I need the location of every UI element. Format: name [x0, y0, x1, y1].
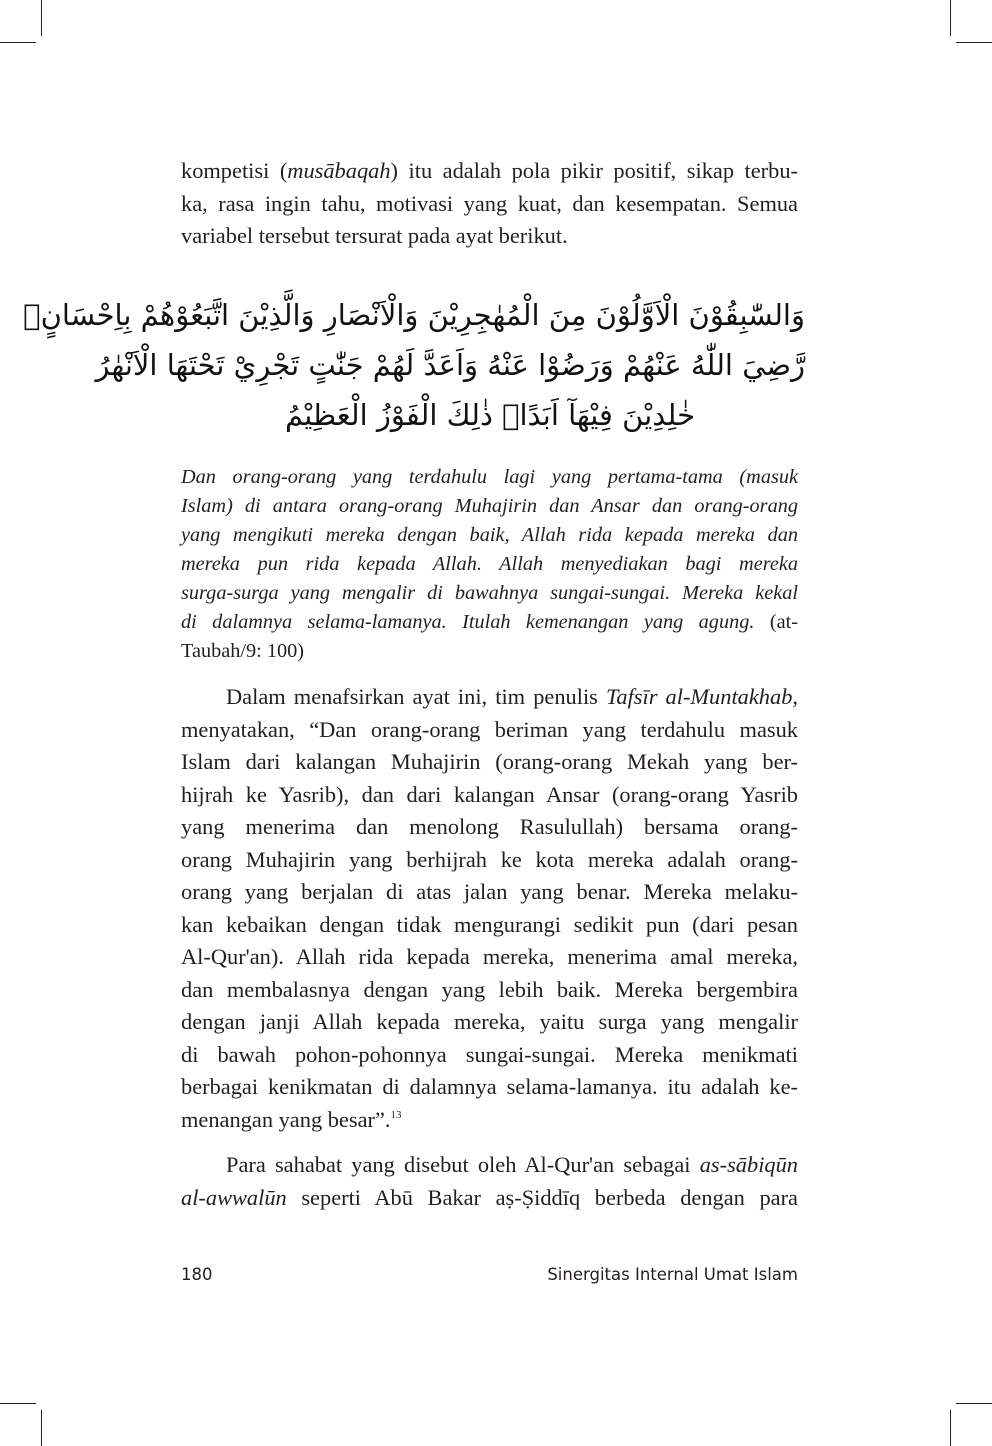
crop-mark	[956, 42, 992, 43]
text-line	[181, 1071, 798, 1104]
text-run: variabel tersebut tersurat pada ayat berikut.	[181, 223, 568, 248]
text-line	[181, 220, 798, 253]
sahabat-paragraph	[181, 1149, 798, 1214]
crop-mark	[41, 0, 42, 36]
text-line	[181, 1182, 798, 1215]
crop-mark	[0, 1403, 36, 1404]
tafsir-paragraph	[181, 681, 798, 1136]
translation-line: yang mengikuti mereka dengan baik, Allah rida kepada mereka dan	[181, 524, 798, 546]
footnote-ref: 13	[390, 1108, 402, 1121]
text-line	[181, 779, 798, 812]
page-number: 180	[181, 1265, 213, 1284]
text-run: menangan yang besar”.	[181, 1106, 391, 1132]
text-line	[181, 909, 798, 942]
italic-term: Tafsīr al-Muntakhab	[605, 684, 793, 709]
italic-term: as-sābiqūn	[699, 1152, 798, 1177]
translation-line	[181, 608, 798, 637]
text-line	[181, 1006, 798, 1039]
italic-term: al-awwalūn	[181, 1184, 287, 1210]
verse-line: رَّضِيَ اللّٰهُ عَنْهُمْ وَرَضُوْا عَنْهُ وَاَعَدَّ لَهُمْ جَنّٰتٍ تَجْرِيْ تَحْتَهَا الْاَنْهٰرُ	[95, 348, 805, 382]
text-line	[181, 876, 798, 909]
text-line	[181, 941, 798, 974]
translation-line: surga-surga yang mengalir di bawahnya sungai-sungai. Mereka kekal	[181, 582, 798, 604]
intro-paragraph	[181, 155, 798, 253]
text-line	[181, 188, 798, 221]
translation-text: di dalamnya selama-lamanya. Itulah kemenangan yang agung.	[181, 611, 755, 633]
text-run: hijrah ke Yasrib), dan dari kalangan Ansar (orang-orang Yasrib	[181, 781, 798, 807]
crop-mark	[0, 42, 36, 43]
text-run: orang yang berjalan di atas jalan yang benar. Mereka melaku-	[181, 879, 798, 904]
translation-line: mereka pun rida kepada Allah. Allah menyediakan bagi mereka	[181, 553, 798, 575]
text-run: ,	[792, 684, 799, 709]
verse-reference-open: (at-	[769, 611, 798, 633]
verse-line: وَالسّٰبِقُوْنَ الْاَوَّلُوْنَ مِنَ الْمُهٰجِرِيْنَ وَالْاَنْصَارِ وَالَّذِيْنَ اتَّبَعُوْهُمْ بِاِحْسَانٍۙ	[23, 298, 805, 332]
text-run: kan kebaikan dengan tidak mengurangi sedikit pun (dari pesan	[181, 911, 798, 937]
translation-line: Dan orang-orang yang terdahulu lagi yang pertama-tama (masuk	[181, 466, 798, 488]
text-line	[181, 811, 798, 844]
text-line	[181, 974, 798, 1007]
text-run: orang Muhajirin yang berhijrah ke kota mereka adalah orang-	[181, 846, 798, 872]
verse-line: خٰلِدِيْنَ فِيْهَآ اَبَدًاۗ ذٰلِكَ الْفَوْزُ الْعَظِيْمُ	[284, 398, 696, 432]
text-run: menyatakan, “Dan orang-orang beriman yang terdahulu masuk	[181, 716, 798, 742]
text-run: Al-Qur'an). Allah rida kepada mereka, menerima amal mereka,	[181, 944, 798, 969]
text-line	[181, 714, 798, 747]
text-run: Dalam menafsirkan ayat ini, tim penulis	[226, 684, 606, 709]
text-run: seperti Abū Bakar aṣ-Ṣiddīq berbeda dengan para	[286, 1184, 798, 1210]
text-run: dengan janji Allah kepada mereka, yaitu surga yang mengalir	[181, 1009, 798, 1034]
text-run: dan membalasnya dengan yang lebih baik. Mereka bergembira	[181, 976, 798, 1002]
text-run: ) itu adalah pola pikir positif, sikap terbu-	[390, 158, 798, 183]
verse-translation	[181, 463, 798, 666]
italic-term: musābaqah	[287, 158, 391, 183]
crop-mark	[956, 1403, 992, 1404]
text-run: ka, rasa ingin tahu, motivasi yang kuat, dan kesempatan. Semua	[181, 190, 798, 216]
text-run: kompetisi (	[181, 158, 288, 183]
text-line	[181, 1149, 798, 1182]
book-title: Sinergitas Internal Umat Islam	[547, 1265, 798, 1284]
crop-mark	[950, 0, 951, 36]
crop-mark	[41, 1410, 42, 1446]
page-footer	[181, 1265, 798, 1291]
text-line	[181, 844, 798, 877]
crop-mark	[950, 1410, 951, 1446]
text-line	[181, 1104, 798, 1137]
text-run: berbagai kenikmatan di dalamnya selama-lamanya. itu adalah ke-	[181, 1074, 798, 1099]
translation-line: Islam) di antara orang-orang Muhajirin dan Ansar dan orang-orang	[181, 495, 798, 517]
quran-verse	[23, 290, 805, 440]
text-run: di bawah pohon-pohonnya sungai-sungai. Mereka menikmati	[181, 1041, 798, 1067]
text-run: Para sahabat yang disebut oleh Al-Qur'an sebagai	[226, 1152, 700, 1177]
text-run: yang menerima dan menolong Rasulullah) bersama orang-	[181, 814, 798, 839]
verse-reference: Taubah/9: 100)	[181, 640, 305, 662]
text-line	[181, 155, 798, 188]
text-line	[181, 746, 798, 779]
text-line	[181, 681, 798, 714]
text-run: Islam dari kalangan Muhajirin (orang-orang Mekah yang ber-	[181, 749, 798, 774]
text-line	[181, 1039, 798, 1072]
